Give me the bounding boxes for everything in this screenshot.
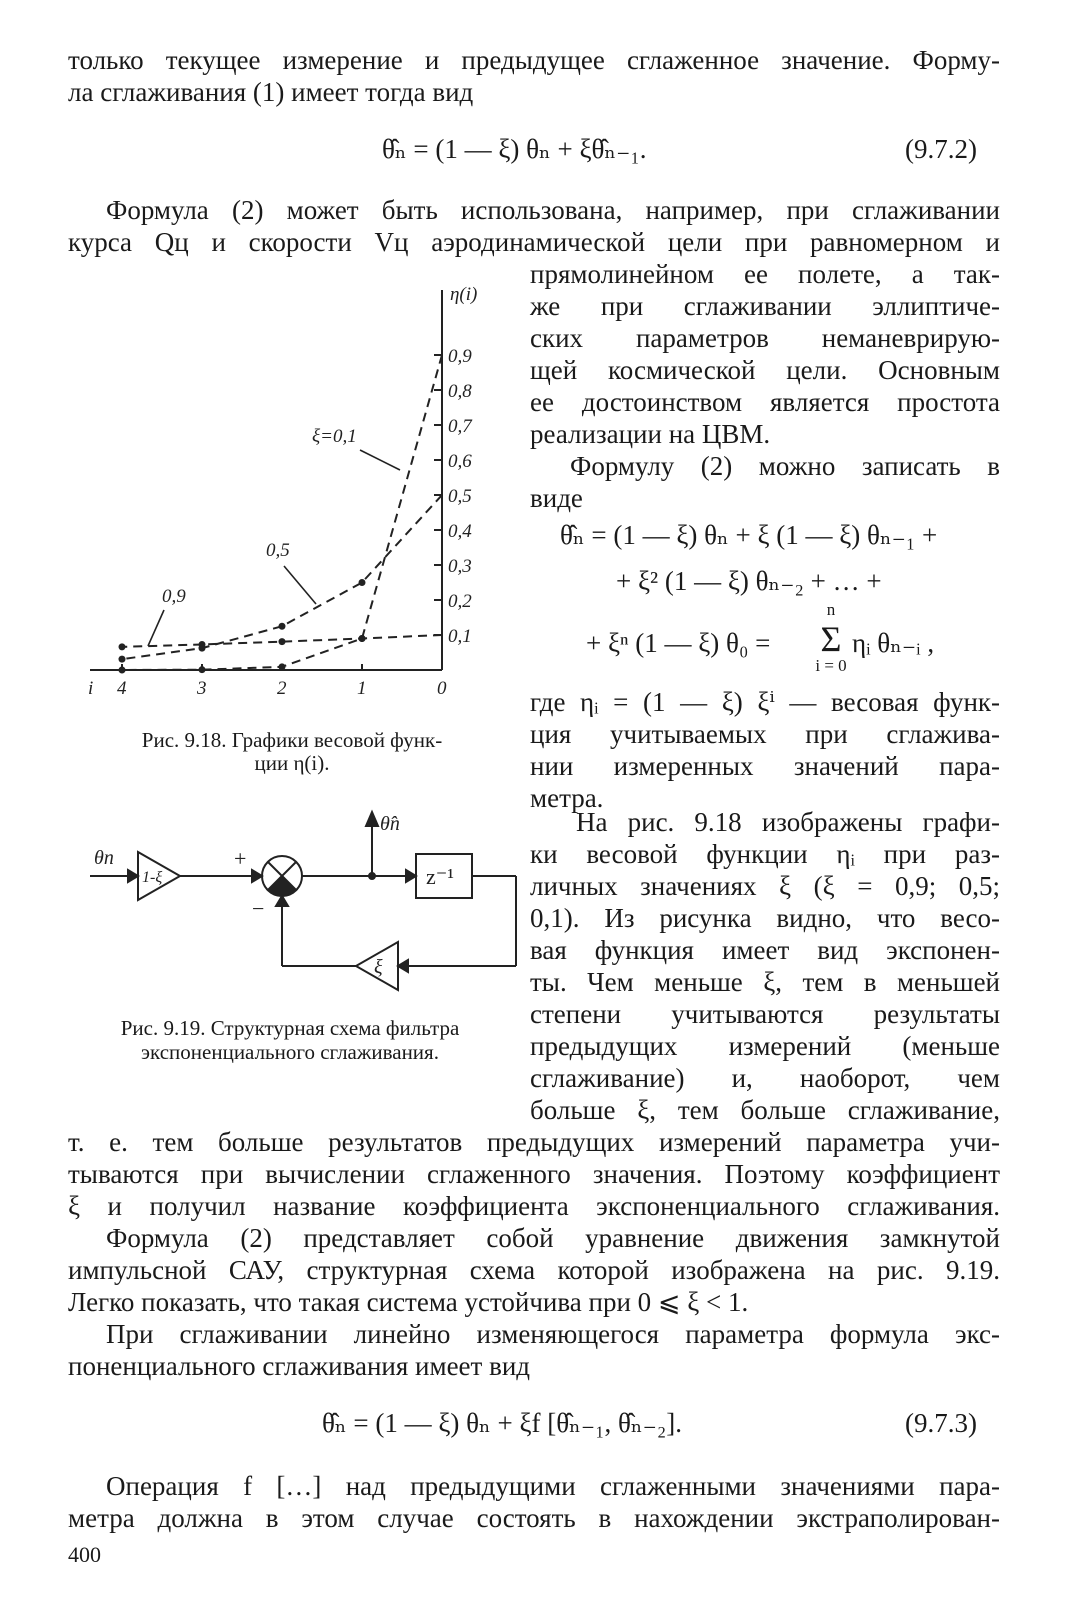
text-line: больше ξ, тем больше сглаживание, bbox=[530, 1095, 1000, 1125]
text-line: где ηᵢ = (1 — ξ) ξⁱ — весовая функ- bbox=[530, 687, 1000, 717]
plus-sign: + bbox=[234, 846, 247, 871]
gain-label: 1-ξ bbox=[142, 869, 163, 886]
x-tick-label: 3 bbox=[197, 678, 207, 699]
figure-9-19-caption-line-1: Рис. 9.19. Структурная схема фильтра bbox=[120, 1016, 460, 1040]
data-point bbox=[279, 663, 286, 670]
x-tick-label: 2 bbox=[277, 678, 287, 699]
x-tick-label: 4 bbox=[117, 678, 127, 699]
text-line: ла сглаживания (1) имеет тогда вид bbox=[68, 77, 474, 107]
text-line: только текущее измерение и предыдущее сглаженное значение. Форму- bbox=[68, 45, 1000, 75]
data-point bbox=[279, 623, 286, 630]
data-point bbox=[119, 666, 126, 673]
text-line: ция учитываемых при сглажива- bbox=[530, 719, 1000, 749]
arrow-head bbox=[276, 896, 288, 906]
text-line: Операция f […] над предыдущими сглаженными значениями пара- bbox=[106, 1471, 1000, 1501]
series-line bbox=[122, 495, 442, 659]
text-line: вая функция имеет вид экспонен- bbox=[530, 935, 1000, 965]
figure-9-18-caption-line-1: Рис. 9.18. Графики весовой функ- bbox=[141, 728, 443, 752]
x-tick-label: 1 bbox=[357, 678, 367, 699]
text-line: ты. Чем меньше ξ, тем в меньшей bbox=[530, 967, 1000, 997]
text-line: 0,1). Из рисунка видно, что весо- bbox=[530, 903, 1000, 933]
text-line: же при сглаживании эллиптиче- bbox=[530, 291, 1000, 321]
x-tick-label: 0 bbox=[437, 678, 447, 699]
leader-line bbox=[360, 450, 400, 470]
text-line: предыдущих измерений (меньше bbox=[530, 1031, 1000, 1061]
text-line: ских параметров неманеврирую- bbox=[530, 323, 1000, 353]
text-line: прямолинейном ее полете, а так- bbox=[530, 259, 1000, 289]
text-line: курса Qц и скорости Vц аэродинамической цели при равномерном и bbox=[68, 227, 1000, 257]
text-line: сглаживание) и, наоборот, чем bbox=[530, 1063, 1000, 1093]
curve-label-xi-0-1: ξ=0,1 bbox=[312, 426, 357, 447]
text-line: метра. bbox=[530, 783, 604, 813]
text-line: метра должна в этом случае состоять в нахождении экстраполирован- bbox=[68, 1503, 1000, 1533]
arrow-head bbox=[252, 870, 262, 882]
curve-label-0-9: 0,9 bbox=[162, 586, 186, 607]
delay-label: z⁻¹ bbox=[426, 864, 454, 889]
expansion-line-2: + ξ² (1 — ξ) θₙ₋₂ + … + bbox=[616, 566, 882, 596]
figure-9-18-caption-line-2: ции η(i). bbox=[254, 751, 330, 775]
text-line: На рис. 9.18 изображены графи- bbox=[576, 807, 1000, 837]
equation-number: (9.7.2) bbox=[905, 134, 977, 164]
y-axis-label: η(i) bbox=[450, 284, 478, 305]
text-line: виде bbox=[530, 483, 583, 513]
series-line bbox=[122, 355, 442, 670]
text-line: щей космической цели. Основным bbox=[530, 355, 1000, 385]
leader-line bbox=[148, 610, 164, 646]
page-number: 400 bbox=[68, 1542, 101, 1567]
y-tick-label: 0,6 bbox=[448, 451, 472, 472]
text-line: реализации на ЦВМ. bbox=[530, 419, 771, 449]
expansion-line-1: θ̂ₙ = (1 — ξ) θₙ + ξ (1 — ξ) θₙ₋₁ + bbox=[560, 520, 938, 550]
text-line: Легко показать, что такая система устойчива при 0 ⩽ ξ < 1. bbox=[68, 1287, 749, 1317]
text-line: При сглаживании линейно изменяющегося параметра формула экс- bbox=[106, 1319, 1000, 1349]
data-point bbox=[119, 643, 126, 650]
output-label: θ̂n bbox=[380, 813, 400, 835]
text-line: степени учитываются результаты bbox=[530, 999, 1000, 1029]
arrow-head bbox=[406, 870, 416, 882]
y-tick-label: 0,7 bbox=[448, 416, 472, 437]
leader-line bbox=[284, 566, 316, 604]
y-tick-label: 0,9 bbox=[448, 346, 472, 367]
figure-9-19-caption-line-2: экспоненциального сглаживания. bbox=[141, 1040, 439, 1064]
arrow-head bbox=[366, 812, 378, 826]
text-line: ее достоинством является простота bbox=[530, 387, 1000, 417]
y-tick-label: 0,2 bbox=[448, 591, 472, 612]
figure-9-18-chart bbox=[70, 270, 520, 700]
text-line: Формула (2) может быть использована, например, при сглаживании bbox=[106, 195, 1000, 225]
equation-972: θ̂ₙ = (1 — ξ) θₙ + ξθ̂ₙ₋₁. bbox=[382, 134, 647, 164]
expansion-line-3-left: + ξⁿ (1 — ξ) θ₀ = bbox=[586, 628, 771, 658]
text-line: т. е. тем больше результатов предыдущих измерений параметра учи- bbox=[68, 1127, 1000, 1157]
data-point bbox=[359, 579, 366, 586]
text-line: Формулу (2) можно записать в bbox=[570, 451, 1000, 481]
sum-symbol: Σ bbox=[820, 619, 842, 659]
arrow-head bbox=[398, 960, 408, 972]
text-line: личных значениях ξ (ξ = 0,9; 0,5; bbox=[530, 871, 1000, 901]
input-label: θn bbox=[94, 847, 114, 869]
data-point bbox=[199, 666, 206, 673]
feedback-gain-label: ξ bbox=[374, 956, 383, 978]
y-tick-label: 0,1 bbox=[448, 626, 472, 647]
sum-lower-limit: i = 0 bbox=[815, 656, 847, 675]
y-tick-label: 0,5 bbox=[448, 486, 472, 507]
text-line: Формула (2) представляет собой уравнение движения замкнутой bbox=[106, 1223, 1000, 1253]
equation-number: (9.7.3) bbox=[905, 1408, 977, 1438]
text-line: ξ и получил название коэффициента экспоненциального сглаживания. bbox=[68, 1191, 1000, 1221]
text-line: импульсной САУ, структурная схема которой изображена на рис. 9.19. bbox=[68, 1255, 1000, 1285]
minus-sign: − bbox=[252, 896, 265, 921]
text-line: нии измеренных значений пара- bbox=[530, 751, 1000, 781]
x-axis-label: i bbox=[88, 678, 94, 699]
expansion-line-3-right: ηᵢ θₙ₋ᵢ , bbox=[852, 628, 935, 658]
y-tick-label: 0,4 bbox=[448, 521, 472, 542]
text-line: тываются при вычислении сглаженного значения. Поэтому коэффициент bbox=[68, 1159, 1000, 1189]
figure-9-19-diagram bbox=[80, 790, 520, 1010]
y-tick-label: 0,3 bbox=[448, 556, 472, 577]
data-point bbox=[359, 635, 366, 642]
arrow-head bbox=[128, 870, 138, 882]
data-point bbox=[279, 638, 286, 645]
text-line: ки весовой функции ηᵢ при раз- bbox=[530, 839, 1000, 869]
y-tick-label: 0,8 bbox=[448, 381, 472, 402]
text-line: поненциального сглаживания имеет вид bbox=[68, 1351, 531, 1381]
data-point bbox=[199, 641, 206, 648]
curve-label-0-5: 0,5 bbox=[266, 540, 290, 561]
equation-973: θ̂ₙ = (1 — ξ) θₙ + ξf [θ̂ₙ₋₁, θ̂ₙ₋₂]. bbox=[322, 1408, 683, 1438]
sum-upper-limit: n bbox=[826, 600, 836, 619]
data-point bbox=[119, 656, 126, 663]
